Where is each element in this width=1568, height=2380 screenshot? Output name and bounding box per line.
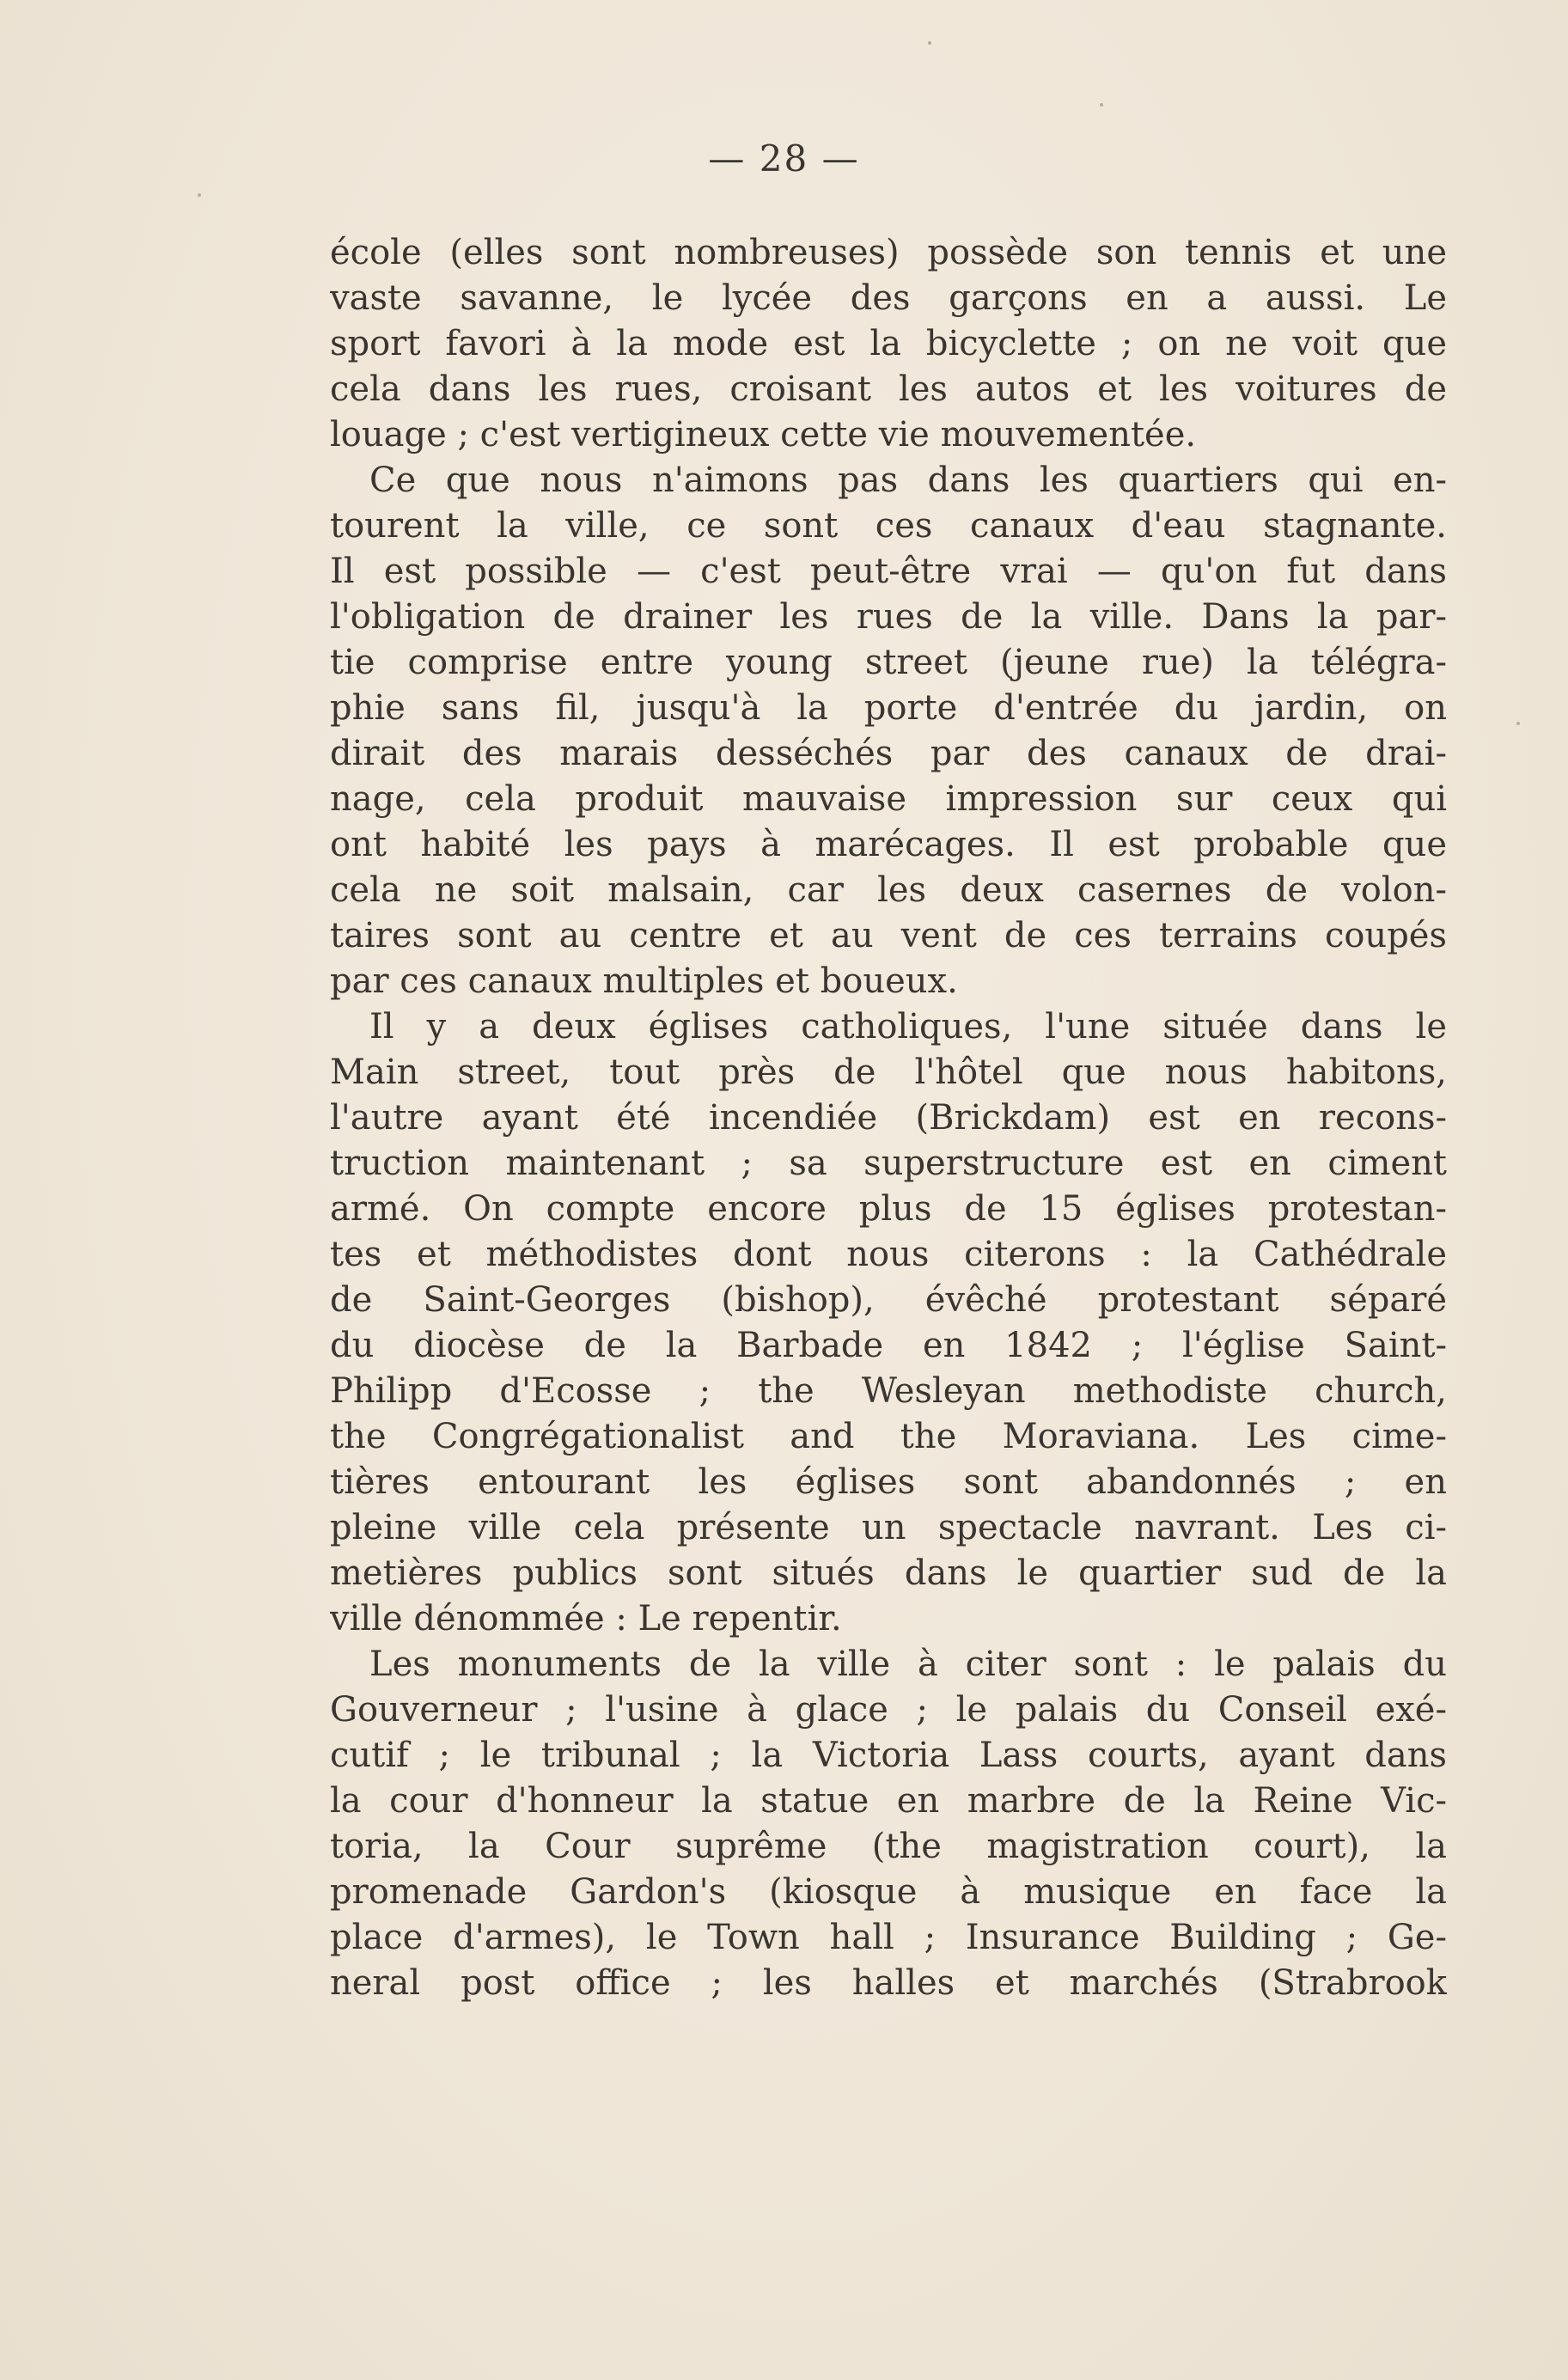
text-line: tourent la ville, ce sont ces canaux d'eau stagnante.: [330, 506, 1447, 546]
text-line: sport favori à la mode est la bicyclette ; on ne voit que: [330, 324, 1447, 363]
body-text: [330, 230, 1447, 2006]
text-line: pleine ville cela présente un spectacle navrant. Les ci-: [330, 1508, 1447, 1547]
paper-speck: [928, 41, 931, 45]
text-line: cutif ; le tribunal ; la Victoria Lass courts, ayant dans: [330, 1736, 1447, 1775]
text-line: cela dans les rues, croisant les autos et les voitures de: [330, 369, 1447, 409]
text-line: armé. On compte encore plus de 15 églises protestan-: [330, 1189, 1447, 1229]
text-line: phie sans fil, jusqu'à la porte d'entrée du jardin, on: [330, 688, 1447, 728]
text-line: Main street, tout près de l'hôtel que nous habitons,: [330, 1053, 1447, 1092]
text-line: taires sont au centre et au vent de ces terrains coupés: [330, 916, 1447, 955]
text-line: de Saint-Georges (bishop), évêché protestant séparé: [330, 1280, 1447, 1320]
text-line: Philipp d'Ecosse ; the Wesleyan methodiste church,: [330, 1371, 1447, 1411]
text-line: tières entourant les églises sont abandonnés ; en: [330, 1462, 1447, 1502]
paper-speck: [198, 193, 201, 197]
text-line: dirait des marais desséchés par des canaux de drai-: [330, 734, 1447, 773]
text-line: l'obligation de drainer les rues de la ville. Dans la par-: [330, 597, 1447, 637]
text-line: truction maintenant ; sa superstructure est en ciment: [330, 1144, 1447, 1183]
page-number: — 28 —: [708, 137, 860, 180]
text-line: ont habité les pays à marécages. Il est probable que: [330, 825, 1447, 864]
paper-speck: [1516, 722, 1520, 725]
text-line: metières publics sont situés dans le quartier sud de la: [330, 1553, 1447, 1593]
text-line: Il y a deux églises catholiques, l'une située dans le: [369, 1007, 1447, 1047]
text-line: neral post office ; les halles et marchés (Strabrook: [330, 1963, 1447, 2003]
text-line: école (elles sont nombreuses) possède son tennis et une: [330, 233, 1447, 272]
text-line: promenade Gardon's (kiosque à musique en face la: [330, 1872, 1447, 1912]
text-line: vaste savanne, le lycée des garçons en a aussi. Le: [330, 278, 1447, 318]
text-line: cela ne soit malsain, car les deux casernes de volon-: [330, 870, 1447, 910]
text-line: toria, la Cour suprême (the magistration court), la: [330, 1827, 1447, 1866]
text-line: ville dénommée : Le repentir.: [330, 1599, 842, 1639]
text-line: tes et méthodistes dont nous citerons : la Cathédrale: [330, 1235, 1447, 1274]
text-line: du diocèse de la Barbade en 1842 ; l'église Saint-: [330, 1326, 1447, 1365]
text-line: l'autre ayant été incendiée (Brickdam) est en recons-: [330, 1098, 1447, 1138]
text-line: Ce que nous n'aimons pas dans les quartiers qui en-: [369, 461, 1447, 500]
text-line: nage, cela produit mauvaise impression sur ceux qui: [330, 779, 1447, 819]
paper-speck: [1100, 103, 1103, 107]
text-line: Gouverneur ; l'usine à glace ; le palais du Conseil exé-: [330, 1690, 1447, 1730]
text-line: la cour d'honneur la statue en marbre de la Reine Vic-: [330, 1781, 1447, 1821]
text-line: tie comprise entre young street (jeune rue) la télégra-: [330, 643, 1447, 682]
text-line: Il est possible — c'est peut-être vrai — qu'on fut dans: [330, 552, 1447, 591]
text-line: louage ; c'est vertigineux cette vie mouvementée.: [330, 415, 1197, 455]
text-line: Les monuments de la ville à citer sont : le palais du: [369, 1645, 1447, 1684]
text-line: par ces canaux multiples et boueux.: [330, 961, 958, 1001]
text-line: place d'armes), le Town hall ; Insurance Building ; Ge-: [330, 1918, 1447, 1957]
text-line: the Congrégationalist and the Moraviana. Les cime-: [330, 1417, 1447, 1456]
